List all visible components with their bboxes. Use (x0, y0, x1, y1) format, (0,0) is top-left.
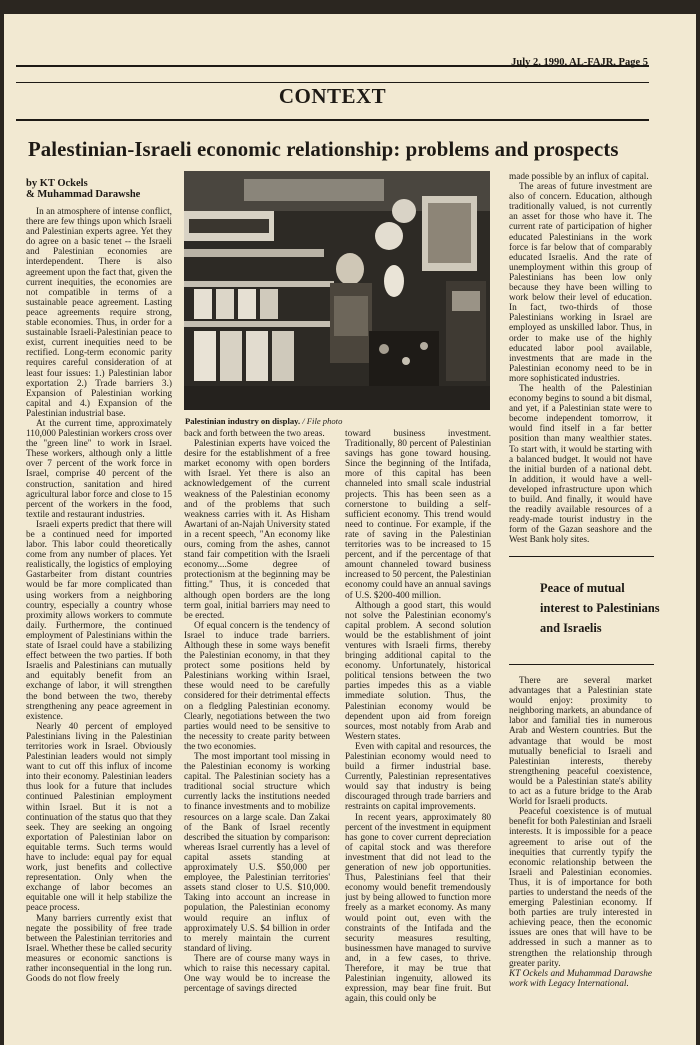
paragraph: There are of course many ways in which to raise this necessary capital. One way would be to increase the percentage of savings directed (184, 953, 330, 995)
section-title: CONTEXT (278, 84, 387, 108)
author-note: KT Ockels and Muhammad Darawshe work with Legacy International. (509, 968, 652, 989)
paragraph: made possible by an influx of capital. (509, 172, 649, 182)
column-1 (26, 207, 172, 1011)
column-4 (509, 172, 652, 550)
paragraph: Although a good start, this would not solve the Palestinian economy's capital problem. A second solution would be the establishment of joint ventures with Israeli firms, thereby bringing additional capital to the economy. Unfortunately, historical political tensions between the two parties impedes this as a viable immediate solution. Thus, the Palestinian economy would be dependent upon aid from foreign sources, most notably from Arab and Western states. (345, 600, 491, 742)
byline-author-2: & Muhammad Darawshe (26, 189, 141, 200)
photo-illustration (184, 171, 490, 410)
paragraph: In an atmosphere of intense conflict, there are few things upon which Israeli and Palestinian experts agree. Yet they do agree on a basic tenet -- the Israeli and Palestinian economies are interdependent. There is also agreement upon the fact that, given the current inequities, the economies are not compatible in terms of a sustainable peace agreement. Lasting peace agreements require strong, stable economies. Thus, in order for a sustainable Israeli-Palestinian peace to exist, current inequities need to be rectified. Long-term economic parity requires careful consideration of at least four issues: 1.) Palestinian labor exportation 2.) Trade barriers 3.) Expansion of Palestinian working capital and 4.) Expansion of the Palestinian industrial base. (26, 207, 172, 419)
article-photo (184, 171, 490, 410)
photo-caption (185, 416, 495, 426)
column-3 (345, 429, 491, 1011)
paragraph: Many barriers currently exist that negate the possibility of free trade between the Palestinian territories and Israel. Whether these be called security measures or economic sanctions is rather inconsequential in the long run. Goods do not flow freely (26, 913, 172, 985)
caption-text: Palestinian industry on display. (185, 416, 301, 426)
byline-author-1: by KT Ockels (26, 178, 88, 189)
paragraph: Even with capital and resources, the Palestinian economy would need to build a firmer industrial base. Currently, Palestinian representatives would say that industry is being discouraged through trade barriers and restraints on capital improvements. (345, 741, 491, 813)
paragraph: The health of the Palestinian economy begins to sound a bit dismal, and yet, if a Palestinian state were to become independent tomorrow, it would find itself in a far better position than many wealthier states. To start with, it would be starting with a balanced budget. It would not have the initial burden of a national debt. In addition, it would have a well-developed infrastructure upon which to build. And finally, it would have the readily available resources of a ready-made tourist industry in the form of the Gazan seashore and the West Bank holy sites. (509, 383, 652, 546)
paragraph: At the current time, approximately 110,000 Palestinian workers cross over the "green line" to work in Israel. These workers, although only a little over 7 percent of the work force in Israel, comprise 40 percent of the construction, sanitation and hired agricultural labor force and close to 15 percent of the workers in the food, textile and restaurant industries. (26, 418, 172, 520)
paragraph: Peaceful coexistence is of mutual benefit for both Palestinian and Israeli interests. It is impossible for a peace agreement to arise out of the inequities that currently typify the economic relationship between the Israeli and Palestinian economies. Thus, it is of importance for both parties to understand the needs of the emerging Palestinian economy. If both parties are truly interested in achieving peace, then the economic issues are ones that will have to be addressed in such a manner as to strengthen the relationship through greater parity. (509, 807, 652, 969)
subhead-rule-bottom (509, 664, 654, 665)
column-4-continued (509, 676, 652, 1011)
paragraph: Of equal concern is the tendency of Israel to induce trade barriers. Although these in some ways benefit the Palestinian economy, in that they protect some positions held by Palestinians working within Israel, these would need to be carefully considered for their detrimental effects on a fledgling Palestinian economy. Clearly, negotiations between the two parties would need to be sensitive to the necessity to create parity between the two economies. (184, 620, 330, 752)
paragraph: Nearly 40 percent of employed Palestinians living in the Palestinian territories work in Israel. Obviously Palestinian leaders would not simply want to cut off this influx of income into their economy. Palestinian leaders thus look for a future that includes continued Palestinian employment within Israel. But it is not a continuation of the status quo that they seek. They are seeking an ongoing exportation of Palestinian labor on equitable terms. Such terms would have to include: equal pay for equal work, just benefits and collective representation. Only when the exchange of labor becomes an equitable one will it help stabilize the peace process. (26, 721, 172, 914)
paragraph: Israeli experts predict that there will be a continued need for imported labor. This labor could theoretically come from any number of places. Yet realistically, the logistics of employing Gastarbeiter from distant countries would be far more complicated than using workers from a neighboring country, especially a country whose proximity allows workers to commute daily. Furthermore, the continued employment of Palestinians within the state of Israel could have a stabilizing effect between the two parties. If both Israelis and Palestinians can mutually and equitably benefit from an exchange of labor, it will strengthen the bond between the two, thereby strengthening any peace agreement in existence. (26, 519, 172, 722)
headline: Palestinian-Israeli economic relationship: problems and prospects (28, 138, 619, 161)
paragraph: There are several market advantages that a Palestinian state would enjoy: proximity to neighboring markets, an abundance of labor and familial ties in numerous Arab and Western countries. But the advantage that would be most mutually beneficial to Israeli and Palestinian interests, thereby strengthening peaceful coexistence, would be a Palestinian state's ability to act as a future bridge to the Arab World for Israeli products. (509, 676, 652, 808)
paragraph: The areas of future investment are also of concern. Education, although traditionally valued, is not currently an asset for those who have it. The current rate of participation of higher educated Palestinians in the work force is far below that of comparably educated Israelis. And the rate of unemployment within this group of Palestinians has been low only because they have been willing to work below their level of education. In fact, two-thirds of those Palestinians working in Israel are employed as unskilled labor. Thus, in order to make use of the highly educated labor pool available, investments that are made in the Palestinian economy need to be in more sophisticated industries. (509, 182, 652, 384)
paragraph: Palestinian experts have voiced the desire for the establishment of a free market economy with open borders with Israel. Yet there is also an acknowledgement of the current weakness of the Palestinian economy and of the problems that such weakness carries with it. As Hisham Awartani of an-Najah University stated in a recent speech, "An economy like ours, coming from the ashes, cannot stand fair competition with the Israeli economy....Some degree of protectionism at the beginning may be fitting." Thus, it is conceded that although open borders are the long term goal, initial barriers may need to be erected. (184, 439, 330, 621)
paragraph: toward business investment. Traditionally, 80 percent of Palestinian savings has gone toward housing. Since the beginning of the Intifada, more of this capital has been channeled into small scale industrial projects. This has been seen as a cornerstone to building a self-sufficient economy. This trend would need to continue. For example, if the rate of saving in the Palestinian territories was to be increased to 15 percent, and if the percentage of that amount channeled toward business increased to 50 percent, the Palestinian economy could have an annual savings of U.S. $200-400 million. (345, 429, 491, 601)
header-rule (16, 82, 649, 83)
subhead-rule-top (509, 556, 654, 557)
column-2 (184, 429, 330, 1011)
byline (26, 178, 176, 200)
section-rule (16, 119, 649, 121)
subhead: Peace of mutual interest to Palestinians and Israelis (540, 581, 660, 635)
paragraph: back and forth between the two areas. (184, 429, 325, 439)
photo-credit: / File photo (302, 416, 343, 426)
paragraph: The most important tool missing in the Palestinian economy is working capital. The Palestinian society has a traditional social structure which currently lacks the institutions needed to finance investments and to mobilize resources on a large scale. Dan Zakai of the Bank of Israel recently described the situation by comparison: whereas Israel currently has a level of capital assets standing at approximately U.S. $50,000 per employee, the Palestinian territories' assets stand closer to U.S. $10,000. Taking into account an increase in population, the Palestinian economy would require an influx of approximately U.S. $4 billion in order to merely maintain the current standard of living. (184, 752, 330, 954)
dateline: July 2, 1990, AL-FAJR, Page 5 (511, 57, 648, 68)
paragraph: In recent years, approximately 80 percent of the investment in equipment has gone to cover current depreciation of capital stock and was therefore investment that did not lead to the generation of new job opportunities. Thus, Palestinians feel that their economy would benefit tremendously just by being allowed to function more freely as a market economy. As many would point out, even with the constraints of the Intifada and the security measures resulting, businessmen have managed to survive and, in a few cases, to thrive. Therefore, it may be true that Palestinian ingenuity, allowed its expression, may bear fine fruit. But again, this could only be (345, 812, 491, 1005)
